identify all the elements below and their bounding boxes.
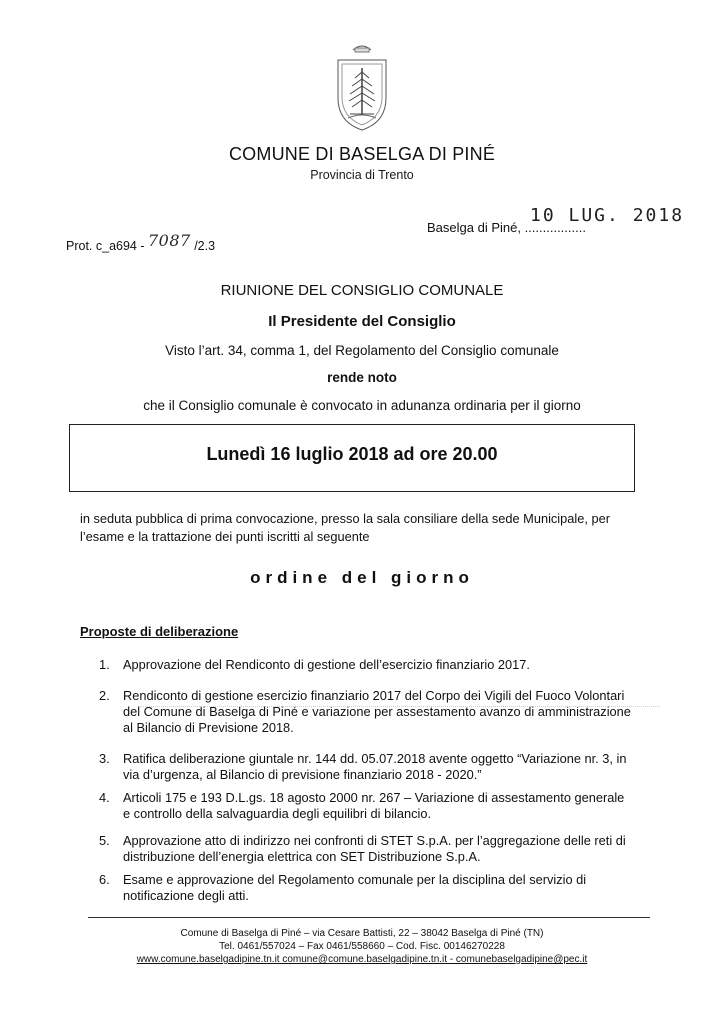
- agenda-item-number: 2.: [99, 688, 110, 703]
- agenda-heading: ordine del giorno: [250, 568, 474, 587]
- tree-crest-icon: [325, 40, 399, 132]
- agenda-item-number: 5.: [99, 833, 110, 848]
- agenda-item-text: Approvazione del Rendiconto di gestione dell’esercizio finanziario 2017.: [123, 657, 530, 672]
- footer-web-links[interactable]: www.comune.baselgadipine.tn.it comune@comune.baselgadipine.tn.it - comunebaselgadipine@pec.it: [136, 954, 588, 965]
- footer-divider: [88, 917, 650, 918]
- date-stamp: 10 LUG. 2018: [530, 205, 685, 226]
- announcement-label: rende noto: [327, 370, 397, 385]
- agenda-item-3: [99, 751, 644, 783]
- agenda-item-1: [99, 657, 644, 673]
- place-date-line: Baselga di Piné, .................: [427, 220, 586, 235]
- province-subtitle: Provincia di Trento: [310, 168, 414, 182]
- agenda-item-text: Articoli 175 e 193 D.L.gs. 18 agosto 2000 nr. 267 – Variazione di assestamento generale e controllo della salvaguardia degli equilibri di bilancio.: [123, 790, 625, 821]
- session-intro-line-2: l’esame e la trattazione dei punti iscritti al seguente: [80, 529, 370, 544]
- agenda-item-text: Esame e approvazione del Regolamento comunale per la disciplina del servizio di notificazione degli atti.: [123, 872, 587, 903]
- meeting-title: RIUNIONE DEL CONSIGLIO COMUNALE: [220, 282, 504, 299]
- protocol-number: [66, 231, 216, 254]
- session-intro-line-1: in seduta pubblica di prima convocazione, presso la sala consiliare della sede Municipale, per: [80, 511, 610, 526]
- agenda-item-text: Approvazione atto di indirizzo nei confronti di STET S.p.A. per l’aggregazione delle reti di distribuzione dell’energia elettrica con SET Distribuzione S.p.A.: [123, 833, 626, 864]
- meeting-datetime: Lunedì 16 luglio 2018 ad ore 20.00: [206, 444, 498, 464]
- proposals-section-title: Proposte di deliberazione: [80, 624, 239, 639]
- protocol-prefix: Prot. c_a694 -: [66, 239, 145, 253]
- agenda-item-number: 1.: [99, 657, 110, 672]
- agenda-item-text: Ratifica deliberazione giuntale nr. 144 dd. 05.07.2018 avente oggetto “Variazione nr. 3, in via d’urgenza, al Bilancio di previsione finanziario 2018 - 2020.”: [123, 751, 627, 782]
- agenda-item-5: [99, 833, 644, 865]
- scan-artifact-line: [140, 706, 660, 707]
- agenda-item-text: Rendiconto di gestione esercizio finanziario 2017 del Corpo dei Vigili del Fuoco Volontari del Comune di Baselga di Piné e variazione per assestamento avanzo di amministrazione al Bilancio di Previsione 2018.: [123, 688, 631, 735]
- meeting-date-box: [69, 424, 635, 492]
- agenda-item-2: [99, 688, 644, 736]
- issuer-title: Il Presidente del Consiglio: [268, 313, 456, 330]
- session-intro: [80, 510, 640, 546]
- agenda-item-6: [99, 872, 644, 904]
- agenda-item-number: 6.: [99, 872, 110, 887]
- protocol-suffix: /2.3: [194, 239, 216, 253]
- agenda-item-4: [99, 790, 644, 822]
- footer-contacts: Tel. 0461/557024 – Fax 0461/558660 – Cod. Fisc. 00146270228: [219, 941, 505, 952]
- footer-address: Comune di Baselga di Piné – via Cesare Battisti, 22 – 38042 Baselga di Piné (TN): [180, 928, 544, 939]
- municipality-title: COMUNE DI BASELGA DI PINÉ: [228, 144, 496, 164]
- agenda-item-number: 4.: [99, 790, 110, 805]
- regulation-reference: Visto l’art. 34, comma 1, del Regolamento del Consiglio comunale: [165, 343, 559, 358]
- agenda-item-number: 3.: [99, 751, 110, 766]
- footer: [0, 927, 724, 966]
- convocation-text: che il Consiglio comunale è convocato in adunanza ordinaria per il giorno: [143, 398, 581, 413]
- protocol-handwritten-number: 7087: [148, 231, 191, 250]
